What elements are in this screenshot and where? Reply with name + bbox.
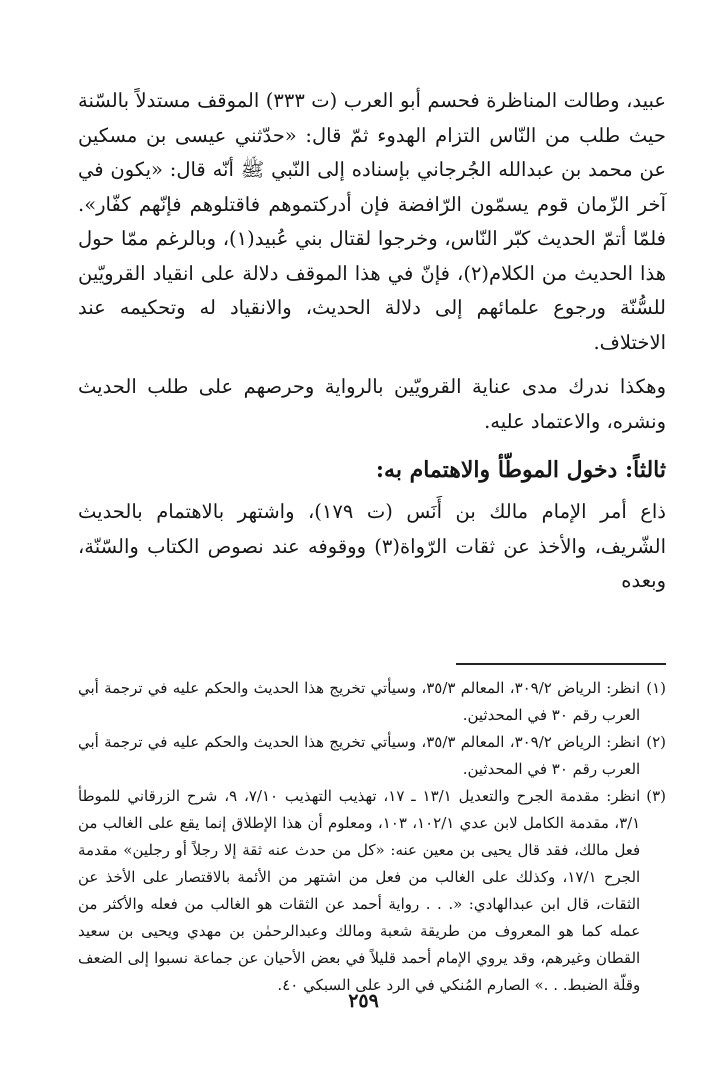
footnote-divider xyxy=(456,663,666,665)
footnote-text: انظر: مقدمة الجرح والتعديل ١٣/١ ـ ١٧، تهذيب التهذيب ٧/١٠، ٩، شرح الزرقاني للموطأ ٣/١، مقدمة الكامل لابن عدي ١٠٢/١، ١٠٣، ومعلوم أن هذا الإطلاق إنما يقع على الغالب من فعل مالك، فقد قال يحيى بن معين عنه: «كل من حدث عنه ثقة إلا رجلاً أو رجلين» مقدمة الجرح ١٧/١، وكذلك على الغالب من فعل من اشتهر من الأئمة بالاقتصار على الأخذ عن الثقات، قال ابن عبدالهادي: «. . . رواية أحمد عن الثقات هو الغالب من فعله والأكثر من عمله كما هو المعروف من طريقة شعبة ومالك وعبدالرحمٰن بن مهدي ويحيى بن سعيد القطان وغيرهم، وقد يروي الإمام أحمد قليلاً في بعض الأحيان عن جماعة نسبوا إلى الضعف وقلّة الضبط. . .» الصارم المُنكي في الرد على السبكي ٤٠. xyxy=(78,786,641,994)
footnote-text: انظر: الرياض ٣٠٩/٢، المعالم ٣٥/٣، وسيأتي تخريج هذا الحديث والحكم عليه في ترجمة أبي العرب رقم ٣٠ في المحدثين. xyxy=(78,732,641,778)
footnote-number: (٣) xyxy=(646,786,666,805)
body-paragraph-1: عبيد، وطالت المناظرة فحسم أبو العرب (ت ٣٣٣) الموقف مستدلاً بالسّنة حيث طلب من النّاس التزام الهدوء ثمّ قال: «حدّثني عيسى بن مسكين عن محمد بن عبدالله الجُرجاني بإسناده إلى النّبي ﷺ أنّه قال: «يكون في آخر الزّمان قوم يسمّون الرّافضة فإن أدركتموهم فاقتلوهم فإنّهم كفّار». فلمّا أتمّ الحديث كبّر النّاس، وخرجوا لقتال بني عُبيد(١)، وبالرغم ممّا حول هذا الحديث من الكلام(٢)، فإنّ في هذا الموقف دلالة على انقياد القرويّين للسُّنّة ورجوع علمائهم إلى دلالة الحديث، والانقياد له وتحكيمه عند الاختلاف. xyxy=(78,89,667,354)
footnote-3 xyxy=(78,783,666,999)
page-content xyxy=(78,84,666,999)
footnote-text: انظر: الرياض ٣٠٩/٢، المعالم ٣٥/٣، وسيأتي تخريج هذا الحديث والحكم عليه في ترجمة أبي العرب رقم ٣٠ في المحدثين. xyxy=(78,678,641,724)
section-heading: ثالثاً: دخول الموطّأ والاهتمام به: xyxy=(375,457,666,483)
footnote-number: (١) xyxy=(646,678,666,697)
footnote-2 xyxy=(78,729,666,783)
footnote-number: (٢) xyxy=(646,732,666,751)
footnote-1 xyxy=(78,675,666,729)
body-paragraph-3: ذاع أمر الإمام مالك بن أَنَس (ت ١٧٩)، واشتهر بالاهتمام بالحديث الشّريف، والأخذ عن ثقات الرّواة(٣) ووقوفه عند نصوص الكتاب والسّنّة، وبعده xyxy=(78,500,666,592)
body-paragraph-2: وهكذا ندرك مدى عناية القرويّين بالرواية وحرصهم على طلب الحديث ونشره، والاعتماد عليه. xyxy=(78,375,666,433)
page-number: ٢٥٩ xyxy=(348,990,379,1012)
